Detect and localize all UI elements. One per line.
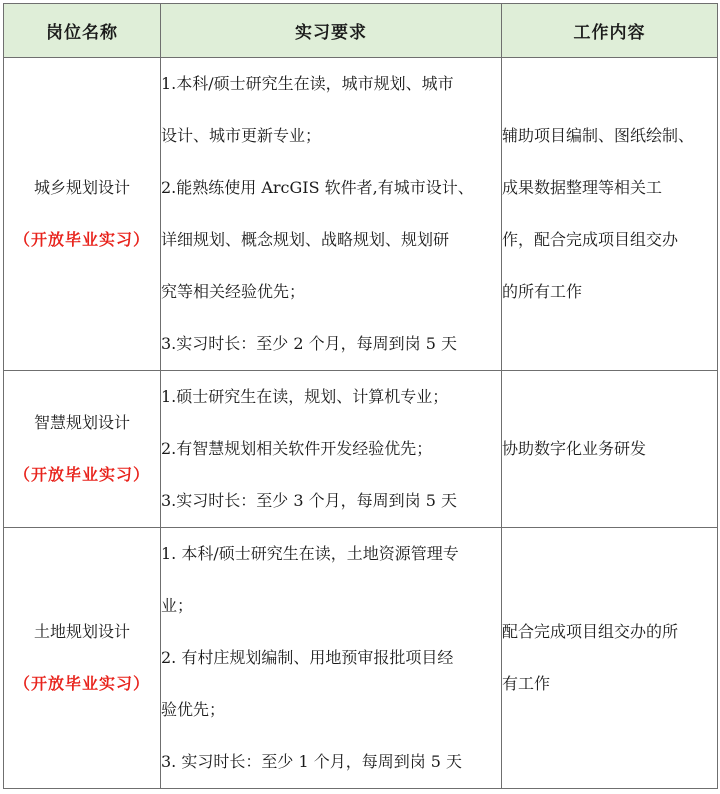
position-cell	[4, 528, 161, 789]
duty-line: 成果数据整理等相关工	[502, 178, 663, 197]
requirement-line: 设计、城市更新专业；	[161, 126, 322, 145]
position-tag: （开放毕业实习）	[13, 230, 150, 249]
requirements-cell	[161, 528, 502, 789]
position-name: 城乡规划设计	[33, 178, 130, 197]
requirements-cell	[161, 371, 502, 528]
table-row	[4, 371, 718, 528]
table-row	[4, 58, 718, 371]
position-tag: （开放毕业实习）	[13, 674, 150, 693]
duty-line: 协助数字化业务研发	[502, 439, 647, 458]
position-cell	[4, 58, 161, 371]
duties-cell	[502, 58, 718, 371]
requirement-line: 1. 本科/硕士研究生在读，土地资源管理专	[161, 544, 459, 563]
header-duties: 工作内容	[502, 4, 718, 58]
header-requirements: 实习要求	[161, 4, 502, 58]
requirement-line: 2.有智慧规划相关软件开发经验优先；	[161, 439, 433, 458]
requirement-line: 2. 有村庄规划编制、用地预审报批项目经	[161, 648, 454, 667]
duty-line: 有工作	[502, 674, 551, 693]
position-cell	[4, 371, 161, 528]
requirement-line: 业；	[161, 596, 194, 615]
duties-cell	[502, 371, 718, 528]
requirement-line: 3. 实习时长：至少 1 个月，每周到岗 5 天	[161, 752, 463, 771]
internship-table	[3, 3, 718, 789]
duties-cell	[502, 528, 718, 789]
header-row	[4, 4, 718, 58]
duty-line: 作，配合完成项目组交办	[502, 230, 679, 249]
duty-line: 辅助项目编制、图纸绘制、	[502, 126, 695, 145]
requirement-line: 2.能熟练使用 ArcGIS 软件者,有城市设计、	[161, 178, 474, 197]
position-tag: （开放毕业实习）	[13, 465, 150, 484]
requirement-line: 1.硕士研究生在读，规划、计算机专业；	[161, 387, 449, 406]
duty-line: 配合完成项目组交办的所	[502, 622, 679, 641]
requirement-line: 1.本科/硕士研究生在读，城市规划、城市	[161, 74, 454, 93]
table-row	[4, 528, 718, 789]
duty-line: 的所有工作	[502, 282, 583, 301]
position-name: 土地规划设计	[33, 622, 130, 641]
requirement-line: 验优先；	[161, 700, 226, 719]
requirement-line: 3.实习时长：至少 2 个月，每周到岗 5 天	[161, 334, 457, 353]
position-name: 智慧规划设计	[33, 413, 130, 432]
requirements-cell	[161, 58, 502, 371]
requirement-line: 详细规划、概念规划、战略规划、规划研	[161, 230, 450, 249]
requirement-line: 究等相关经验优先；	[161, 282, 306, 301]
header-position: 岗位名称	[4, 4, 161, 58]
requirement-line: 3.实习时长：至少 3 个月，每周到岗 5 天	[161, 491, 457, 510]
